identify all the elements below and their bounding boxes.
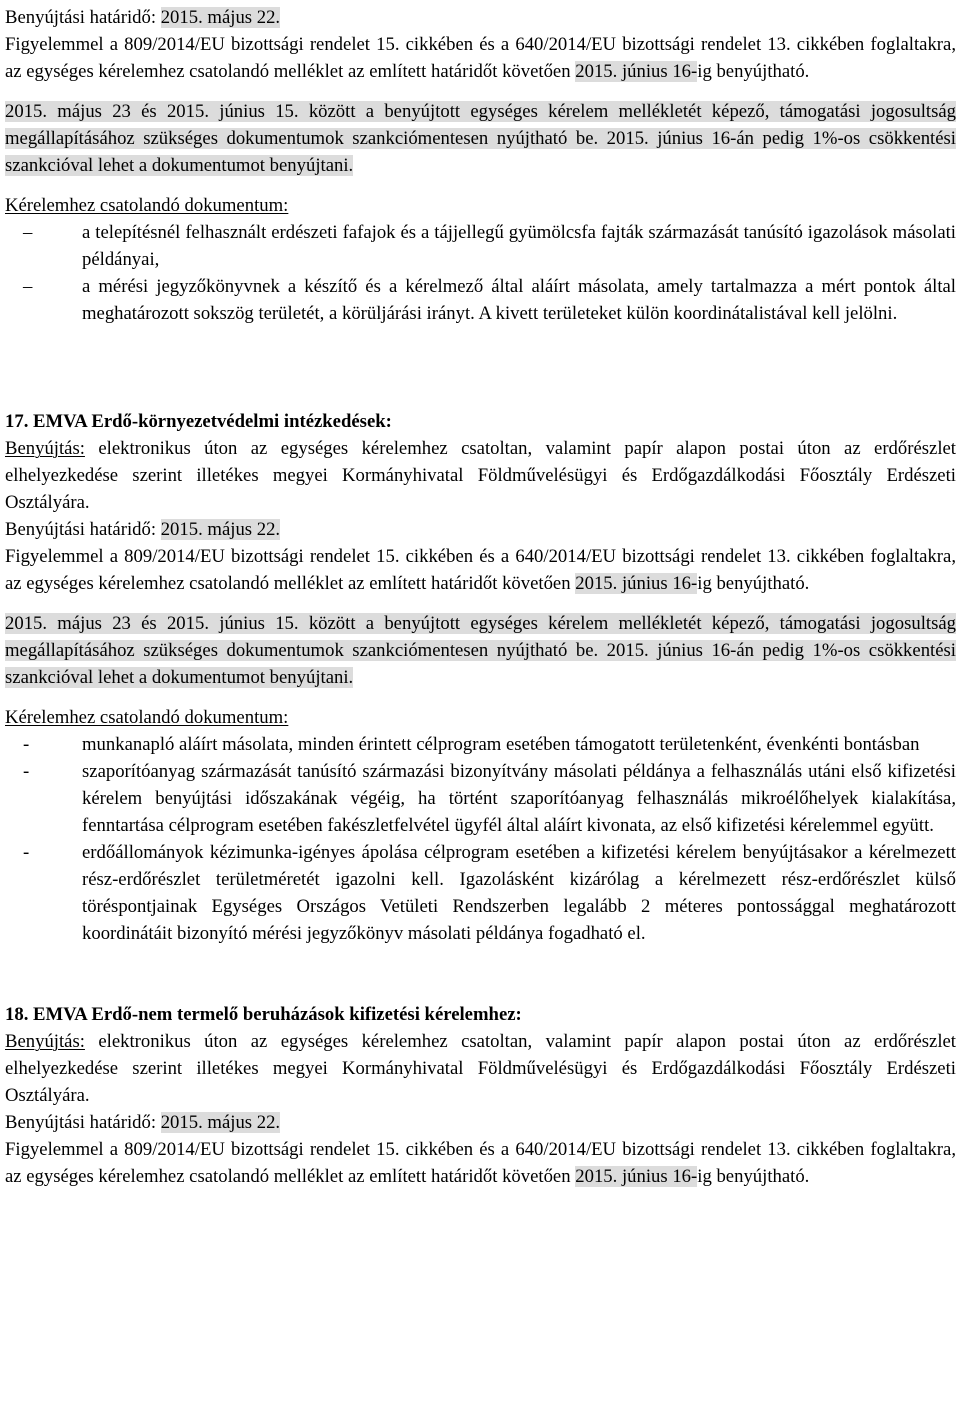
submission-paragraph: Benyújtás: elektronikus úton az egységes kérelemhez csatoltan, valamint papír alapon postai úton az erdőrészlet elhelyezkedése szerint illetékes megyei Kormányhivatal Földművelésügyi és Erdőgazdálkodási Főosztály Erdészeti Osztályára. xyxy=(5,1031,956,1106)
dash-bullet: - xyxy=(23,842,30,863)
late-notice: Figyelemmel a 809/2014/EU bizottsági rendelet 15. cikkében és a 640/2014/EU bizottsági rendelet 13. cikkében foglaltakra, az egységes kérelemhez csatolandó melléklet az említett határidőt követően 2015. június 16-ig benyújtható. xyxy=(5,546,956,594)
docs-list xyxy=(5,219,956,327)
late-date: 2015. június 16- xyxy=(575,61,698,82)
list-item: - erdőállományok kézimunka-igényes ápolása célprogram esetében a kifizetési kérelem benyújtásakor a kérelmezett rész-erdőrészlet területméretét igazolni kell. Igazolásként kizárólag a kérelmezett rész-erdőrészlet külső töréspontjainak Egységes Országos Vetületi Rendszerben legalább 2 méteres pontossággal meghatározott koordinátáit bizonyító mérési jegyzőkönyv másolati példánya fogadható el. xyxy=(5,839,956,947)
docs-list xyxy=(5,731,956,947)
document-page xyxy=(5,4,956,1190)
late-notice: Figyelemmel a 809/2014/EU bizottsági rendelet 15. cikkében és a 640/2014/EU bizottsági rendelet 13. cikkében foglaltakra, az egységes kérelemhez csatolandó melléklet az említett határidőt követően 2015. június 16-ig benyújtható. xyxy=(5,34,956,82)
list-item: - munkanapló aláírt másolata, minden érintett célprogram esetében támogatott területenként, évenkénti bontásban xyxy=(5,731,956,758)
docs-label: Kérelemhez csatolandó dokumentum: xyxy=(5,707,289,728)
section-17-heading: 17. EMVA Erdő-környezetvédelmi intézkedések: xyxy=(5,411,392,432)
deadline-date: 2015. május 22. xyxy=(160,7,281,28)
dash-bullet: - xyxy=(23,734,30,755)
deadline-line xyxy=(5,4,956,31)
sanction-paragraph: 2015. május 23 és 2015. június 15. között a benyújtott egységes kérelem mellékletét képező, támogatási jogosultság megállapításához szükséges dokumentumok szankciómentesen nyújtható be. 2015. június 16-án pedig 1%-os csökkentési szankcióval lehet a dokumentumot benyújtani. xyxy=(5,613,956,688)
deadline-line: Benyújtási határidő: 2015. május 22. xyxy=(5,519,281,540)
submission-paragraph: Benyújtás: elektronikus úton az egységes kérelemhez csatoltan, valamint papír alapon postai úton az erdőrészlet elhelyezkedése szerint illetékes megyei Kormányhivatal Földművelésügyi és Erdőgazdálkodási Főosztály Erdészeti Osztályára. xyxy=(5,438,956,513)
dash-bullet: – xyxy=(23,276,33,297)
list-item: – a mérési jegyzőkönyvnek a készítő és a kérelmező által aláírt másolata, amely tartalmazza a mért pontok által meghatározott sokszög területét, a körüljárási irányt. A kivett területeket külön koordinátalistával kell jelölni. xyxy=(5,273,956,327)
deadline-line: Benyújtási határidő: 2015. május 22. xyxy=(5,1112,281,1133)
list-item: – a telepítésnél felhasznált erdészeti fafajok és a tájjellegű gyümölcsfa fajták származását tanúsító igazolások másolati példányai, xyxy=(5,219,956,273)
sanction-paragraph: 2015. május 23 és 2015. június 15. között a benyújtott egységes kérelem mellékletét képező, támogatási jogosultság megállapításához szükséges dokumentumok szankciómentesen nyújtható be. 2015. június 16-án pedig 1%-os csökkentési szankcióval lehet a dokumentumot benyújtani. xyxy=(5,101,956,176)
list-item: - szaporítóanyag származását tanúsító származási bizonyítvány másolati példánya a felhasználás utáni első kifizetési kérelem benyújtási időszakának végéig, ha történt szaporítóanyag felhasználás mikroélőhelyek kialakítása, fenntartása célprogram esetében fakészletfelvétel ügyfél által aláírt kivonata, az első kifizetési kérelemmel együtt. xyxy=(5,758,956,839)
docs-label: Kérelemhez csatolandó dokumentum: xyxy=(5,195,289,216)
deadline-label: Benyújtási határidő: xyxy=(5,7,157,28)
dash-bullet: - xyxy=(23,761,30,782)
late-notice: Figyelemmel a 809/2014/EU bizottsági rendelet 15. cikkében és a 640/2014/EU bizottsági rendelet 13. cikkében foglaltakra, az egységes kérelemhez csatolandó melléklet az említett határidőt követően 2015. június 16-ig benyújtható. xyxy=(5,1139,956,1187)
dash-bullet: – xyxy=(23,222,33,243)
section-18-heading: 18. EMVA Erdő-nem termelő beruházások kifizetési kérelemhez: xyxy=(5,1004,522,1025)
